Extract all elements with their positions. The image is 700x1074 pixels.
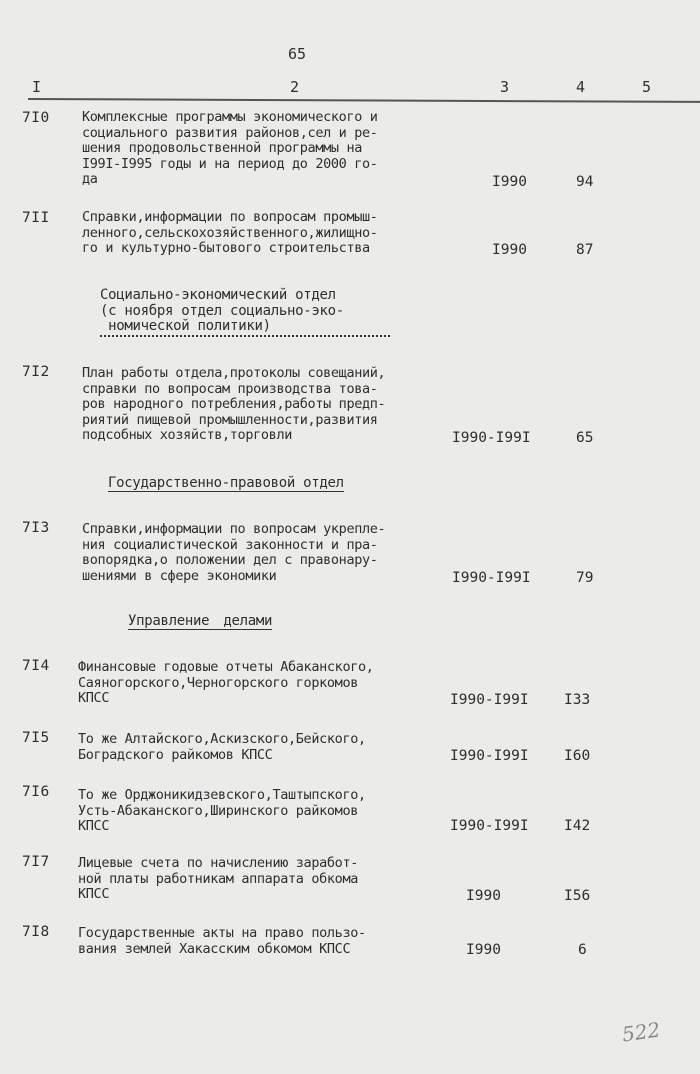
- entry-number: 7I4: [22, 658, 50, 674]
- section-divider: [100, 335, 390, 337]
- entry-description: Справки,информации по вопросам промыш- ленного,сельскохозяйственного,жилищно- го и культурно-бытового строительства: [82, 209, 378, 256]
- section-heading-socio-economic: Социально-экономический отдел (с ноября отдел социально-эко- номической политики): [100, 287, 344, 334]
- column-1-label: I: [32, 78, 42, 96]
- entry-count: I56: [564, 888, 591, 904]
- entry-count: I60: [564, 748, 591, 764]
- margin-note: 522: [620, 1017, 662, 1047]
- section-heading-state-legal: Государственно-правовой отдел: [108, 475, 344, 491]
- entry-count: 94: [576, 174, 594, 190]
- entry-description: Справки,информации по вопросам укрепле- ния социалистической законности и пра- вопорядка,о положении дел с правонару- шениями в сфере экономики: [82, 521, 386, 584]
- column-5-label: 5: [642, 78, 652, 96]
- entry-description: Лицевые счета по начислению заработ- ной платы работникам аппарата обкома КПСС: [78, 855, 358, 902]
- entry-description: План работы отдела,протоколы совещаний, справки по вопросам производства това- ров народного потребления,работы предп- риятий пищевой промышленности,развития подсобных хозяйств,торговли: [82, 365, 386, 443]
- entry-count: 87: [576, 242, 594, 258]
- entry-year: I990-I99I: [452, 430, 531, 446]
- column-3-label: 3: [500, 78, 510, 96]
- entry-description: Комплексные программы экономического и социального развития районов,сел и ре- шения продовольственной программы на I99I-I995 годы и на период до 2000 го- да: [82, 109, 378, 187]
- entry-number: 7I5: [22, 730, 50, 746]
- entry-year: I990: [466, 942, 501, 958]
- entry-number: 7I7: [22, 854, 50, 870]
- page-number: 65: [288, 45, 307, 63]
- entry-year: I990-I99I: [452, 570, 531, 586]
- entry-year: I990: [492, 242, 527, 258]
- entry-count: 65: [576, 430, 594, 446]
- column-4-label: 4: [576, 78, 586, 96]
- entry-number: 7I3: [22, 520, 50, 536]
- entry-number: 7I8: [22, 924, 50, 940]
- header-rule: [28, 98, 700, 103]
- entry-year: I990-I99I: [450, 748, 529, 764]
- entry-description: Государственные акты на право пользо- вания землей Хакасским обкомом КПСС: [78, 925, 366, 957]
- entry-number: 7I2: [22, 364, 50, 380]
- column-2-label: 2: [290, 78, 300, 96]
- entry-year: I990-I99I: [450, 692, 529, 708]
- entry-description: То же Орджоникидзевского,Таштыпского, Усть-Абаканского,Ширинского райкомов КПСС: [78, 787, 366, 834]
- entry-description: Финансовые годовые отчеты Абаканского, Саяногорского,Черногорского горкомов КПСС: [78, 659, 374, 706]
- entry-year: I990-I99I: [450, 818, 529, 834]
- entry-number: 7I0: [22, 110, 50, 126]
- entry-number: 7I6: [22, 784, 50, 800]
- entry-year: I990: [492, 174, 527, 190]
- entry-count: I42: [564, 818, 591, 834]
- entry-year: I990: [466, 888, 501, 904]
- entry-number: 7II: [22, 210, 50, 226]
- entry-count: 79: [576, 570, 594, 586]
- entry-description: То же Алтайского,Аскизского,Бейского, Боградского райкомов КПСС: [78, 731, 366, 763]
- section-heading-affairs: Управление делами: [128, 613, 273, 629]
- entry-count: I33: [564, 692, 591, 708]
- entry-count: 6: [578, 942, 587, 958]
